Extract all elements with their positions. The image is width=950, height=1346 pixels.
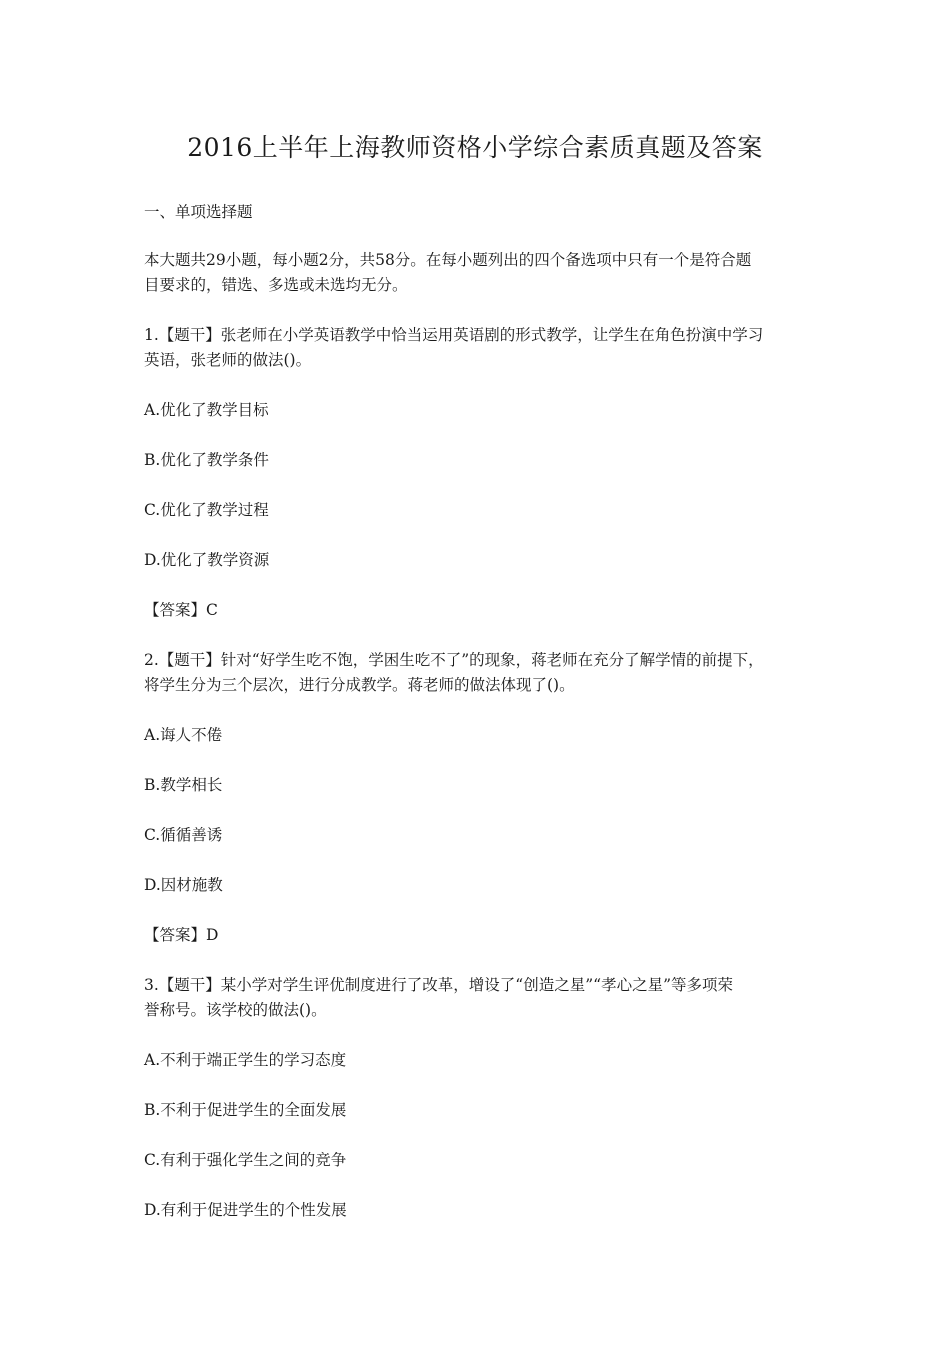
question-3-stem (144, 973, 814, 1023)
instructions (144, 248, 814, 298)
question-1-option-a: A.优化了教学目标 (144, 401, 269, 419)
document-title: 2016上半年上海教师资格小学综合素质真题及答案 (187, 133, 763, 162)
section-heading: 一、单项选择题 (144, 203, 253, 221)
question-2-stem (144, 648, 814, 698)
question-3-option-b: B.不利于促进学生的全面发展 (144, 1101, 347, 1119)
question-2-option-b: B.教学相长 (144, 776, 223, 794)
question-3-option-c: C.有利于强化学生之间的竞争 (144, 1151, 347, 1169)
question-2-option-d: D.因材施教 (144, 876, 223, 894)
question-2-option-a: A.诲人不倦 (144, 726, 223, 744)
question-stem-line: 3.【题干】某小学对学生评优制度进行了改革，增设了“创造之星”“孝心之星”等多项荣 (144, 976, 733, 994)
instructions-line-1: 本大题共29小题，每小题2分，共58分。在每小题列出的四个备选项中只有一个是符合题 (144, 251, 752, 269)
question-2-option-c: C.循循善诱 (144, 826, 223, 844)
question-1-option-d: D.优化了教学资源 (144, 551, 270, 569)
question-3-option-a: A.不利于端正学生的学习态度 (144, 1051, 347, 1069)
question-1-answer: 【答案】C (144, 601, 218, 619)
question-2-answer: 【答案】D (144, 926, 219, 944)
question-stem-line: 1.【题干】张老师在小学英语教学中恰当运用英语剧的形式教学，让学生在角色扮演中学习 (144, 326, 764, 344)
question-1-stem (144, 323, 814, 373)
question-stem-line: 2.【题干】针对“好学生吃不饱，学困生吃不了”的现象，蒋老师在充分了解学情的前提下， (144, 651, 764, 669)
instructions-line-2: 目要求的，错选、多选或未选均无分。 (144, 276, 408, 294)
question-stem-line: 英语，张老师的做法()。 (144, 351, 312, 369)
question-1-option-c: C.优化了教学过程 (144, 501, 269, 519)
question-3-option-d: D.有利于促进学生的个性发展 (144, 1201, 347, 1219)
question-stem-line: 将学生分为三个层次，进行分成教学。蒋老师的做法体现了()。 (144, 676, 575, 694)
question-stem-line: 誉称号。该学校的做法()。 (144, 1001, 327, 1019)
question-1-option-b: B.优化了教学条件 (144, 451, 269, 469)
